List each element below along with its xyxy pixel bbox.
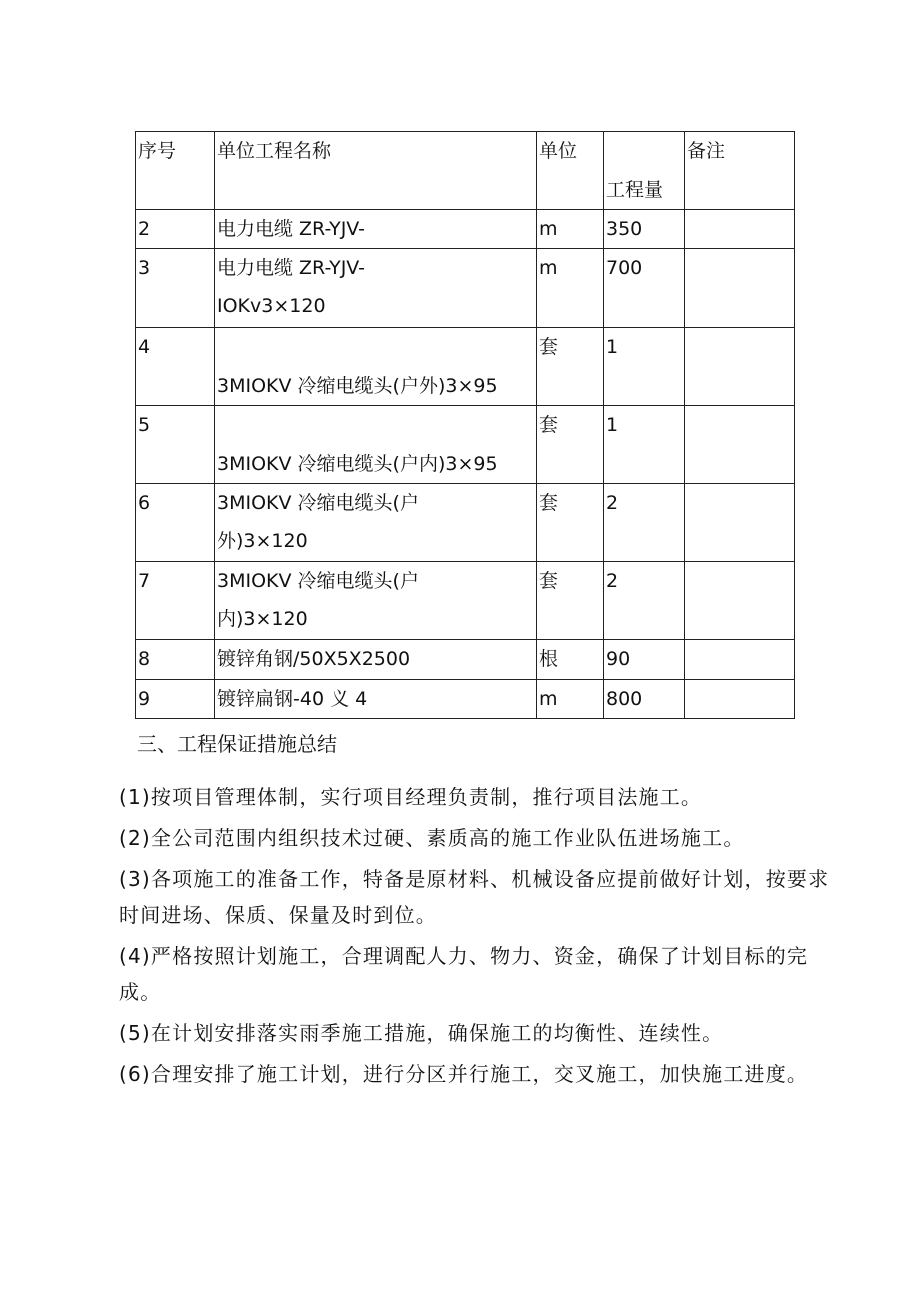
header-name: 单位工程名称 [215,132,537,210]
table-row [136,562,795,640]
header-unit: 单位 [537,132,604,210]
row-name [215,562,537,640]
table-row [136,680,795,719]
row-name-line: 3MIOKV 冷缩电缆头(户 [217,492,419,514]
row-note [685,406,795,484]
row-unit: 根 [537,640,604,680]
row-no: 7 [136,562,215,640]
row-qty: 2 [604,562,685,640]
row-qty: 1 [604,328,685,406]
row-unit: 套 [537,406,604,484]
quantity-table [135,131,795,719]
row-note [685,680,795,719]
header-note: 备注 [685,132,795,210]
row-name [215,249,537,328]
row-unit: m [537,249,604,328]
row-name-line: 镀锌角钢/50X5X2500 [217,648,411,670]
row-note [685,484,795,562]
measure-paragraph: (6)合理安排了施工计划，进行分区并行施工，交叉施工，加快施工进度。 [119,1062,809,1086]
header-qty: 工程量 [604,132,685,210]
row-name-line: 3MIOKV 冷缩电缆头(户外)3×95 [217,375,498,397]
table-row [136,249,795,328]
measure-paragraph: (5)在计划安排落实雨季施工措施，确保施工的均衡性、连续性。 [119,1021,724,1045]
row-qty: 1 [604,406,685,484]
row-name-line: 3MIOKV 冷缩电缆头(户 [217,570,419,592]
row-no: 3 [136,249,215,328]
row-name-line: 镀锌扁钢-40 义 4 [217,688,368,710]
row-unit: 套 [537,328,604,406]
row-unit: m [537,680,604,719]
row-qty: 700 [604,249,685,328]
table-row [136,484,795,562]
row-name [215,328,537,406]
row-qty: 2 [604,484,685,562]
measure-paragraph: (4)严格按照计划施工，合理调配人力、物力、资金，确保了计划目标的完成。 [119,944,809,1004]
row-note [685,328,795,406]
row-name-line: 电力电缆 ZR-YJV- [217,257,366,279]
row-qty: 90 [604,640,685,680]
row-qty: 350 [604,210,685,249]
row-name [215,484,537,562]
row-name-line: 电力电缆 ZR-YJV- [217,218,366,240]
section-title: 三、工程保证措施总结 [137,732,337,756]
row-name-line: IOKv3×120 [217,295,326,317]
row-name [215,680,537,719]
row-no: 5 [136,406,215,484]
row-note [685,562,795,640]
measure-paragraph: (1)按项目管理体制，实行项目经理负责制，推行项目法施工。 [119,785,703,809]
row-no: 4 [136,328,215,406]
row-no: 9 [136,680,215,719]
row-note [685,640,795,680]
row-name-line: 内)3×120 [217,608,308,630]
measure-paragraph: (2)全公司范围内组织技术过硬、素质高的施工作业队伍进场施工。 [119,826,745,850]
table-header-row [136,132,795,210]
row-no: 2 [136,210,215,249]
measure-paragraph: (3)各项施工的准备工作，特备是原材料、机械设备应提前做好计划，按要求时间进场、保质、保量及时到位。 [119,867,830,927]
row-name [215,406,537,484]
row-no: 6 [136,484,215,562]
row-name-line: 3MIOKV 冷缩电缆头(户内)3×95 [217,453,498,475]
row-unit: m [537,210,604,249]
header-no: 序号 [136,132,215,210]
row-qty: 800 [604,680,685,719]
row-name-line: 外)3×120 [217,530,308,552]
row-name [215,640,537,680]
row-note [685,210,795,249]
measures-list [119,779,839,1097]
table-row [136,406,795,484]
table-row [136,640,795,680]
table-row [136,210,795,249]
row-unit: 套 [537,484,604,562]
row-no: 8 [136,640,215,680]
row-note [685,249,795,328]
row-unit: 套 [537,562,604,640]
table-row [136,328,795,406]
row-name [215,210,537,249]
